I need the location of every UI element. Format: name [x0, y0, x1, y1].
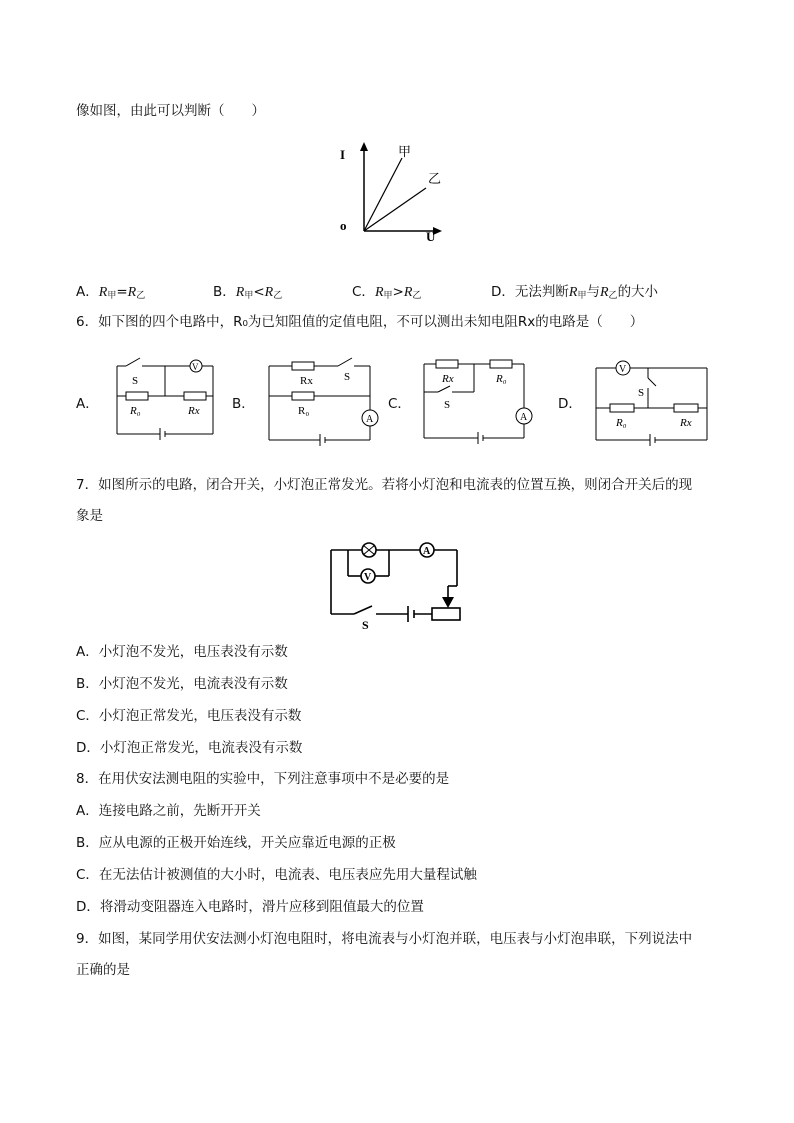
- q6d-voltmeter-label: V: [619, 364, 627, 375]
- q6b-switch-label: S: [344, 371, 351, 383]
- q6-circuit-c: [420, 356, 540, 444]
- q7-option-d[interactable]: D．小灯泡正常发光，电流表没有示数: [76, 740, 303, 756]
- q5-stem-tail: 像如图，由此可以判断（ ）: [76, 103, 265, 119]
- q6-label-d[interactable]: D．: [558, 396, 582, 412]
- q8-option-d[interactable]: D．将滑动变阻器连入电路时，滑片应移到阻值最大的位置: [76, 899, 424, 915]
- q6c-r0-label: R₀: [496, 373, 507, 385]
- q6-stem: 6．如下图的四个电路中，R₀为已知阻值的定值电阻，不可以测出未知电阻Rx的电路是（ ）: [76, 314, 644, 330]
- q6b-r0-label: R₀: [298, 405, 310, 417]
- q6-circuit-d: [592, 356, 712, 448]
- q5-option-b[interactable]: B．$R_甲<R_乙$: [213, 284, 283, 301]
- q6a-r0-label: R₀: [130, 405, 141, 417]
- q6a-voltmeter-label: V: [192, 362, 199, 372]
- q6c-ammeter-label: A: [520, 412, 528, 423]
- q6-circuit-b: [264, 356, 384, 446]
- q5-option-c[interactable]: C．$R_甲>R_乙$: [352, 284, 422, 301]
- q5-graph-origin: o: [340, 218, 347, 233]
- q6-label-b[interactable]: B．: [232, 396, 255, 412]
- q9-stem-line1: 9．如图，某同学用伏安法测小灯泡电阻时，将电流表与小灯泡并联，电压表与小灯泡串联，下列说法中: [76, 931, 693, 947]
- q6d-rx-label: Rx: [680, 417, 692, 429]
- q6-label-a[interactable]: A．: [76, 396, 99, 412]
- q5-graph-y-label: I: [340, 147, 346, 162]
- q6c-rx-label: Rx: [442, 373, 454, 385]
- q8-option-b[interactable]: B．应从电源的正极开始连线，开关应靠近电源的正极: [76, 835, 396, 851]
- q5-graph-yi-label: 乙: [428, 171, 442, 186]
- q7-stem-line2: 象是: [76, 508, 103, 524]
- q5-graph-x-label: U: [426, 229, 436, 243]
- q5-iu-graph: [330, 138, 450, 243]
- q7-stem-line1: 7．如图所示的电路，闭合开关，小灯泡正常发光。若将小灯泡和电流表的位置互换，则闭合开关后的现: [76, 477, 693, 493]
- q7-circuit: [326, 538, 466, 630]
- q8-option-a[interactable]: A．连接电路之前，先断开开关: [76, 803, 261, 819]
- q6a-switch-label: S: [132, 375, 139, 387]
- q9-stem-line2: 正确的是: [76, 962, 130, 978]
- q7-ammeter-label: A: [423, 546, 431, 557]
- q6d-switch-label: S: [638, 387, 645, 399]
- q6c-switch-label: S: [444, 399, 451, 411]
- q5-option-d[interactable]: D．无法判断$R_甲$与$R_乙$的大小: [491, 284, 659, 301]
- q6-circuit-a: [112, 352, 220, 440]
- q8-option-c[interactable]: C．在无法估计被测值的大小时，电流表、电压表应先用大量程试触: [76, 867, 477, 883]
- q6b-rx-label: Rx: [300, 375, 313, 387]
- q6d-r0-label: R₀: [616, 417, 627, 429]
- q6b-ammeter-label: A: [366, 414, 374, 425]
- q7-option-b[interactable]: B．小灯泡不发光，电流表没有示数: [76, 676, 288, 692]
- q7-option-a[interactable]: A．小灯泡不发光，电压表没有示数: [76, 644, 288, 660]
- q7-voltmeter-label: V: [364, 572, 372, 583]
- q8-stem: 8．在用伏安法测电阻的实验中，下列注意事项中不是必要的是: [76, 771, 450, 787]
- q7-option-c[interactable]: C．小灯泡正常发光，电压表没有示数: [76, 708, 302, 724]
- q6-label-c[interactable]: C．: [388, 396, 411, 412]
- q7-switch-label: S: [362, 618, 369, 630]
- q6a-rx-label: Rx: [188, 405, 200, 417]
- q5-graph-jia-label: 甲: [398, 144, 412, 159]
- q5-option-a[interactable]: A．$R_甲=R_乙$: [76, 284, 146, 301]
